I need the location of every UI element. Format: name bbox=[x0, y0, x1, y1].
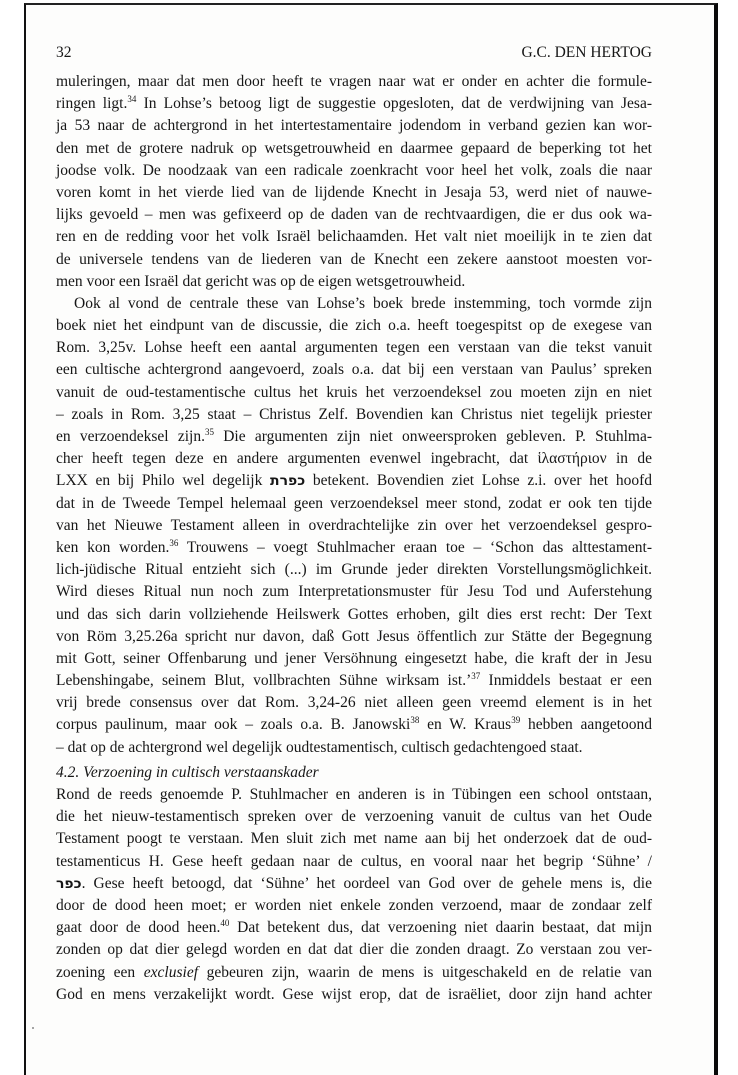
text-line bbox=[56, 182, 652, 204]
hebrew-term: כפרת bbox=[270, 473, 306, 490]
text-segment: joodse volk. De noodzaak van een radicale zoenkracht voor heel het volk, zoals die naar bbox=[56, 161, 652, 179]
text-line bbox=[56, 426, 652, 448]
running-header bbox=[56, 43, 652, 63]
text-segment: door de dood heen moet; er worden niet enkele zonden verzoend, maar de zondaar zelf bbox=[56, 896, 652, 914]
footnote-ref: 34 bbox=[127, 94, 137, 105]
text-segment: die het nieuw-testamentisch spreken over de verzoening vanuit de cultus van het Oude bbox=[56, 808, 652, 826]
text-segment: muleringen, maar dat men door heeft te vragen naar wat er onder en achter die formule- bbox=[56, 73, 652, 90]
footnote-ref: 35 bbox=[204, 427, 214, 437]
text-segment: – zoals in Rom. 3,25 staat – Christus Zelf. Bovendien kan Christus niet tegelijk priester bbox=[56, 405, 652, 423]
emphasis-text: exclusief bbox=[143, 963, 199, 981]
footnote-ref: 39 bbox=[511, 715, 521, 726]
text-segment: een cultische achtergrond aangevoerd, zoals o.a. dat bij een verstaan van Paulus’ spreken bbox=[56, 361, 652, 379]
text-segment: men voor een Israël dat gericht was op de eigen wetsgetrouwheid. bbox=[56, 272, 466, 290]
text-segment: ren en de redding voor het volk Israël belichaamden. Het valt niet moeilijk in te zien dat bbox=[56, 228, 652, 246]
running-header-author: G.C. DEN HERTOG bbox=[521, 44, 652, 61]
paragraph bbox=[56, 71, 652, 293]
text-segment: voren komt in het vierde lied van de lijdende Knecht in Jesaja 53, werd niet of nauwe- bbox=[56, 183, 652, 201]
text-line bbox=[56, 737, 652, 759]
text-segment: gaat door de dood heen. bbox=[56, 919, 221, 937]
section-heading: 4.2. Verzoening in cultisch verstaanskader bbox=[56, 763, 319, 781]
text-line bbox=[56, 71, 652, 93]
text-line bbox=[56, 984, 652, 1006]
text-line bbox=[56, 851, 652, 873]
body-text bbox=[56, 71, 652, 1006]
text-line bbox=[56, 917, 652, 939]
text-line bbox=[56, 271, 652, 293]
text-segment: zoening een bbox=[56, 963, 144, 981]
text-segment: von Röm 3,25.26a spricht nur davon, daß Gott Jesus öffentlich zur Stätte der Begegnung bbox=[56, 627, 652, 645]
page-number: 32 bbox=[56, 44, 72, 61]
text-segment: en W. Kraus bbox=[419, 716, 512, 734]
text-segment: Die argumenten zijn niet onweersproken gebleven. P. Stuhlma- bbox=[213, 428, 652, 445]
text-segment: Dat betekent dus, dat verzoening niet daarin bestaat, dat mijn bbox=[229, 919, 652, 937]
text-segment: dat in de Tweede Tempel helemaal geen verzoendeksel meer stond, zodat er ook ten tijde bbox=[56, 494, 652, 512]
text-segment: gebeuren zijn, waarin de mens is uitgeschakeld en de relatie van bbox=[198, 963, 652, 981]
text-segment: Rom. 3,25v. Lohse heeft een aantal argumenten tegen een verstaan van die tekst vanuit bbox=[56, 339, 652, 357]
text-line bbox=[56, 626, 652, 648]
text-segment: In Lohse’s betoog ligt de suggestie opgesloten, dat de verdwijning van Jesa- bbox=[136, 95, 652, 113]
text-line bbox=[56, 470, 652, 492]
text-line bbox=[56, 962, 652, 984]
text-line bbox=[56, 448, 652, 470]
text-segment: und das sich darin vollziehende Heilswerk Gottes erhoben, gilt dies erst recht: Der Text bbox=[56, 605, 652, 623]
text-segment: corpus paulinum, maar ook – zoals o.a. B. Janowski bbox=[56, 716, 411, 734]
text-segment: Rond de reeds genoemde P. Stuhlmacher en anderen is in Tübingen een school ontstaan, bbox=[56, 786, 652, 803]
scan-speck bbox=[32, 1027, 34, 1029]
text-line bbox=[56, 895, 652, 917]
text-line bbox=[56, 226, 652, 248]
text-segment: cher heeft tegen deze en andere argumenten evenwel ingebracht, dat ἱλαστήριον in de bbox=[56, 450, 652, 468]
text-line bbox=[56, 670, 652, 692]
text-line bbox=[56, 493, 652, 515]
text-segment: betekent. Bovendien ziet Lohse z.i. over het hoofd bbox=[305, 472, 653, 490]
text-segment: God en mens verzakelijkt wordt. Gese wijst erop, dat de israëliet, door zijn hand achter bbox=[56, 985, 652, 1003]
text-line bbox=[56, 204, 652, 226]
text-line bbox=[56, 581, 652, 603]
text-line bbox=[56, 692, 652, 714]
text-segment: mit Gott, seiner Offenbarung und jener Versöhnung eingesetzt habe, die kraft der in Jesu bbox=[56, 649, 652, 667]
text-segment: – dat op de achtergrond wel degelijk oudtestamentisch, cultisch gedachtengoed staat. bbox=[56, 738, 583, 756]
text-line bbox=[56, 404, 652, 426]
footnote-ref: 40 bbox=[220, 918, 230, 929]
footnote-ref: 38 bbox=[410, 715, 420, 726]
text-segment: ja 53 naar de achtergrond in het intertestamentaire jodendom in verband gezien kan wor- bbox=[56, 117, 652, 135]
text-segment: Lebenshingabe, seinem Blut, vollbrachten Sühne wirksam ist.’ bbox=[56, 672, 472, 690]
text-segment: lijks gevoeld – men was gefixeerd op de daden van de rechtvaardigen, die er dus ook wa- bbox=[56, 206, 652, 224]
text-line bbox=[56, 315, 652, 337]
text-line bbox=[56, 382, 652, 404]
text-segment: vanuit de oud-testamentische cultus het kruis het verzoendeksel zou moeten zijn en niet bbox=[56, 383, 652, 401]
text-line bbox=[56, 806, 652, 828]
text-line bbox=[56, 249, 652, 271]
paragraph bbox=[56, 293, 652, 759]
text-line bbox=[56, 515, 652, 537]
text-segment: hebben aangetoond bbox=[520, 716, 653, 734]
text-line bbox=[56, 138, 652, 160]
text-line bbox=[56, 293, 652, 315]
text-segment: LXX en bij Philo wel degelijk bbox=[56, 472, 271, 490]
text-segment: Ook al vond de centrale these van Lohse’s boek brede instemming, toch vormde zijn bbox=[74, 294, 652, 312]
footnote-ref: 36 bbox=[169, 537, 179, 548]
text-line bbox=[56, 537, 652, 559]
paragraph bbox=[56, 784, 652, 1006]
text-segment: vrij brede consensus over dat Rom. 3,24-26 niet alleen geen vreemd element is in het bbox=[56, 694, 652, 712]
text-segment: den met de grotere nadruk op wetsgetrouwheid en daarmee gepaard de beperking tot het bbox=[56, 139, 652, 157]
footnote-ref: 37 bbox=[471, 671, 481, 682]
text-line bbox=[56, 939, 652, 961]
text-line bbox=[56, 784, 652, 806]
text-line bbox=[56, 604, 652, 626]
text-line bbox=[56, 115, 652, 137]
text-line bbox=[56, 648, 652, 670]
text-segment: Testament poogt te verstaan. Men sluit zich met name aan bij het onderzoek dat de oud- bbox=[56, 830, 652, 848]
text-segment: zonden op dat dier gelegd worden en dat dat dier die zonden draagt. Zo verstaan zou ver- bbox=[56, 941, 652, 959]
text-segment: boek niet het eindpunt van de discussie, die zich o.a. heeft toegespitst op de exegese van bbox=[56, 317, 652, 335]
text-segment: Trouwens – voegt Stuhlmacher eraan toe – ‘Schon das alttestament- bbox=[178, 538, 652, 556]
text-line bbox=[56, 160, 652, 182]
text-line bbox=[56, 559, 652, 581]
text-segment: ringen ligt. bbox=[56, 95, 128, 113]
text-line bbox=[56, 93, 652, 115]
text-line bbox=[56, 359, 652, 381]
text-line bbox=[56, 828, 652, 850]
text-segment: testamenticus H. Gese heeft gedaan naar de cultus, en vooral naar het begrip ‘Sühne’ / bbox=[56, 852, 652, 870]
hebrew-term: כפר bbox=[56, 875, 82, 892]
text-segment: en verzoendeksel zijn. bbox=[56, 428, 205, 445]
text-line bbox=[56, 714, 652, 736]
text-segment: ken kon worden. bbox=[56, 538, 170, 556]
text-segment: van het Nieuwe Testament alleen in overdrachtelijke zin over het verzoendeksel gespro- bbox=[56, 516, 652, 534]
text-line bbox=[56, 873, 652, 895]
text-line bbox=[56, 337, 652, 359]
text-segment: Wird dieses Ritual nun noch zum Interpretationsmuster für Jesu Tod und Auferstehung bbox=[56, 583, 652, 601]
text-segment: de universele tendens van de liederen van de Knecht een zekere aanstoot moesten vor- bbox=[56, 250, 652, 268]
text-segment: . Gese heeft betoogd, dat ‘Sühne’ het oordeel van God over de gehele mens is, die bbox=[81, 874, 652, 892]
text-segment: Inmiddels bestaat er een bbox=[480, 672, 652, 690]
text-segment: lich-jüdische Ritual entzieht sich (...) im Grunde jeder direkten Vorstellungsmöglichkeit. bbox=[56, 561, 652, 579]
